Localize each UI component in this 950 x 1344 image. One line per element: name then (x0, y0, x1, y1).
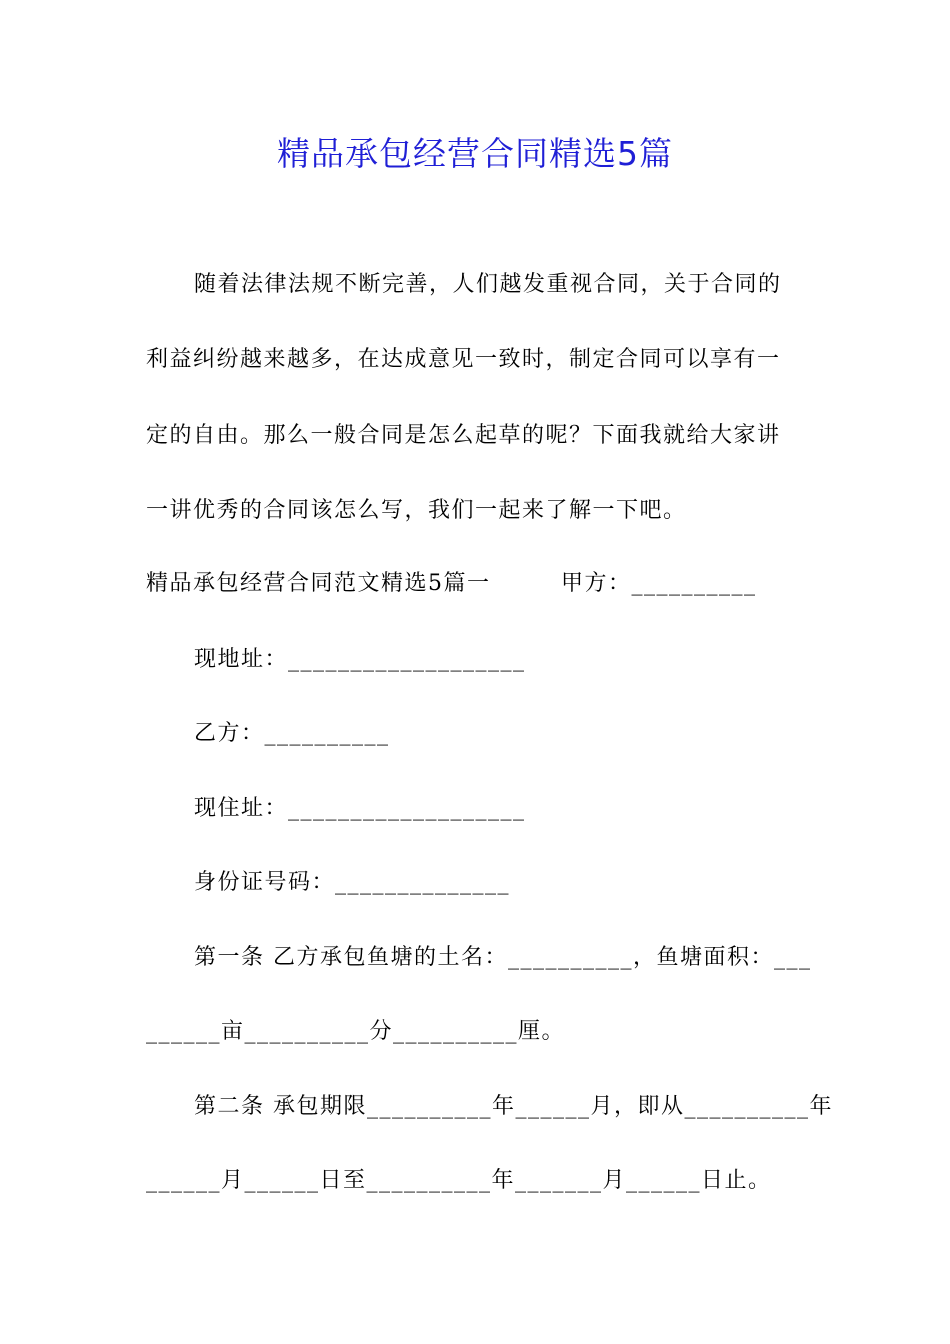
intro-line-3: 定的自由。那么一般合同是怎么起草的呢？下面我就给大家讲 (146, 423, 781, 448)
article-1-line-1: 第一条 乙方承包鱼塘的土名：__________，鱼塘面积：___ (194, 945, 812, 970)
intro-line-4: 一讲优秀的合同该怎么写，我们一起来了解一下吧。 (146, 498, 687, 523)
field-address-b: 现住址：___________________ (194, 796, 526, 821)
article-2-line-2: ______月______日至__________年_______月______日止。 (146, 1168, 772, 1193)
article-1-line-2: ______亩__________分__________厘。 (146, 1019, 566, 1044)
section-heading: 精品承包经营合同范文精选5篇一 甲方：__________ (146, 571, 757, 596)
field-party-b: 乙方：__________ (194, 721, 390, 746)
field-id-number: 身份证号码：______________ (194, 870, 511, 895)
article-2-line-1: 第二条 承包期限__________年______月，即从__________年 (194, 1094, 833, 1119)
intro-line-1: 随着法律法规不断完善，人们越发重视合同，关于合同的 (194, 272, 782, 297)
intro-line-2: 利益纠纷越来越多，在达成意见一致时，制定合同可以享有一 (146, 347, 781, 372)
field-address-a: 现地址：___________________ (194, 647, 526, 672)
document-title: 精品承包经营合同精选5篇 (277, 134, 673, 173)
